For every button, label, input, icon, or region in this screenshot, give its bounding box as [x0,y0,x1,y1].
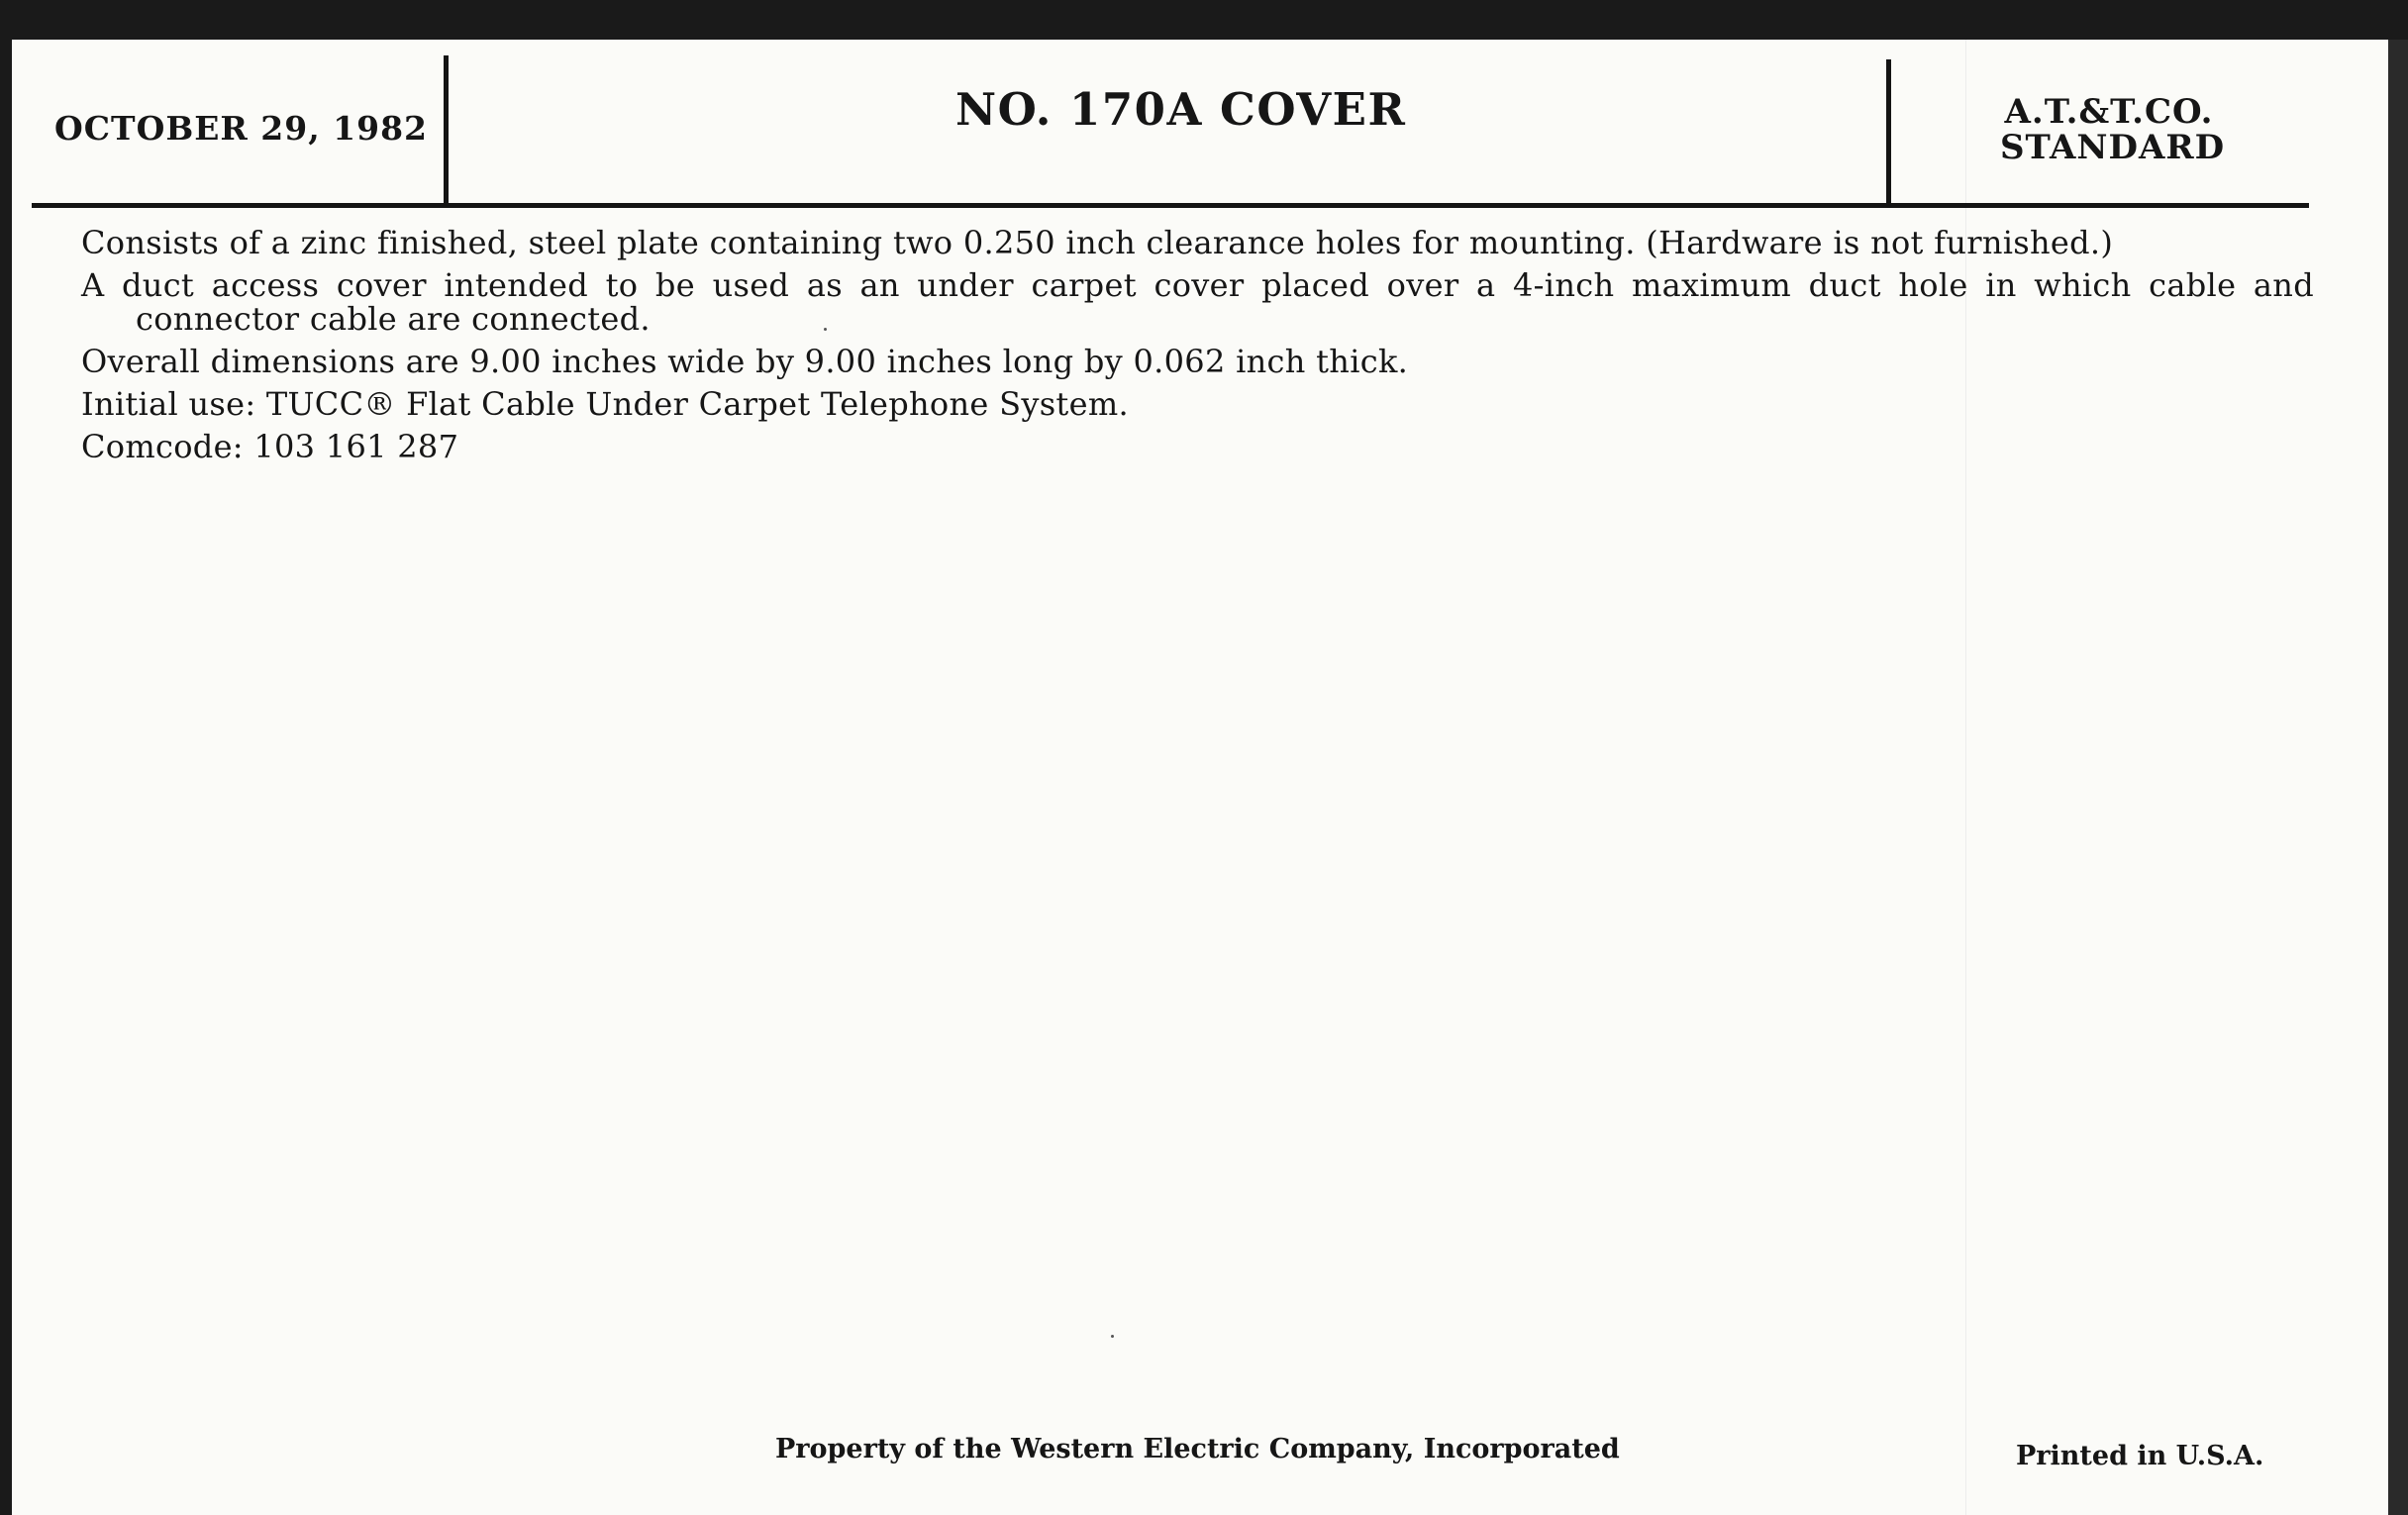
standard-label-line2: STANDARD [2000,128,2226,167]
scan-edge-strip [2388,40,2408,1515]
scan-speck [1111,1335,1114,1338]
document-title: NO. 170A COVER [955,83,1407,136]
scan-speck [824,328,827,331]
header-rule [32,203,2309,208]
initial-use-paragraph: Initial use: TUCC® Flat Cable Under Carpet Telephone System. [81,385,1129,423]
document-date: OCTOBER 29, 1982 [54,109,429,148]
comcode-paragraph: Comcode: 103 161 287 [81,428,459,465]
header-divider-right [1886,59,1891,208]
standard-label [2000,92,2226,167]
dimensions-paragraph: Overall dimensions are 9.00 inches wide by 9.00 inches long by 0.062 inch thick. [81,343,1409,380]
description-body [81,224,2314,472]
header-divider-left [444,55,449,204]
standard-label-line1: A.T.&T.CO. [2004,92,2214,132]
property-notice: Property of the Western Electric Company, Incorporated [775,1434,1620,1464]
description-paragraph: A duct access cover intended to be used as an under carpet cover placed over a 4-inch maximum duct hole in which cable and connector cable are connected. [81,266,2314,338]
printed-notice: Printed in U.S.A. [2016,1441,2264,1471]
description-paragraph: Consists of a zinc finished, steel plate containing two 0.250 inch clearance holes for mounting. (Hardware is not furnished.) [81,224,2114,261]
